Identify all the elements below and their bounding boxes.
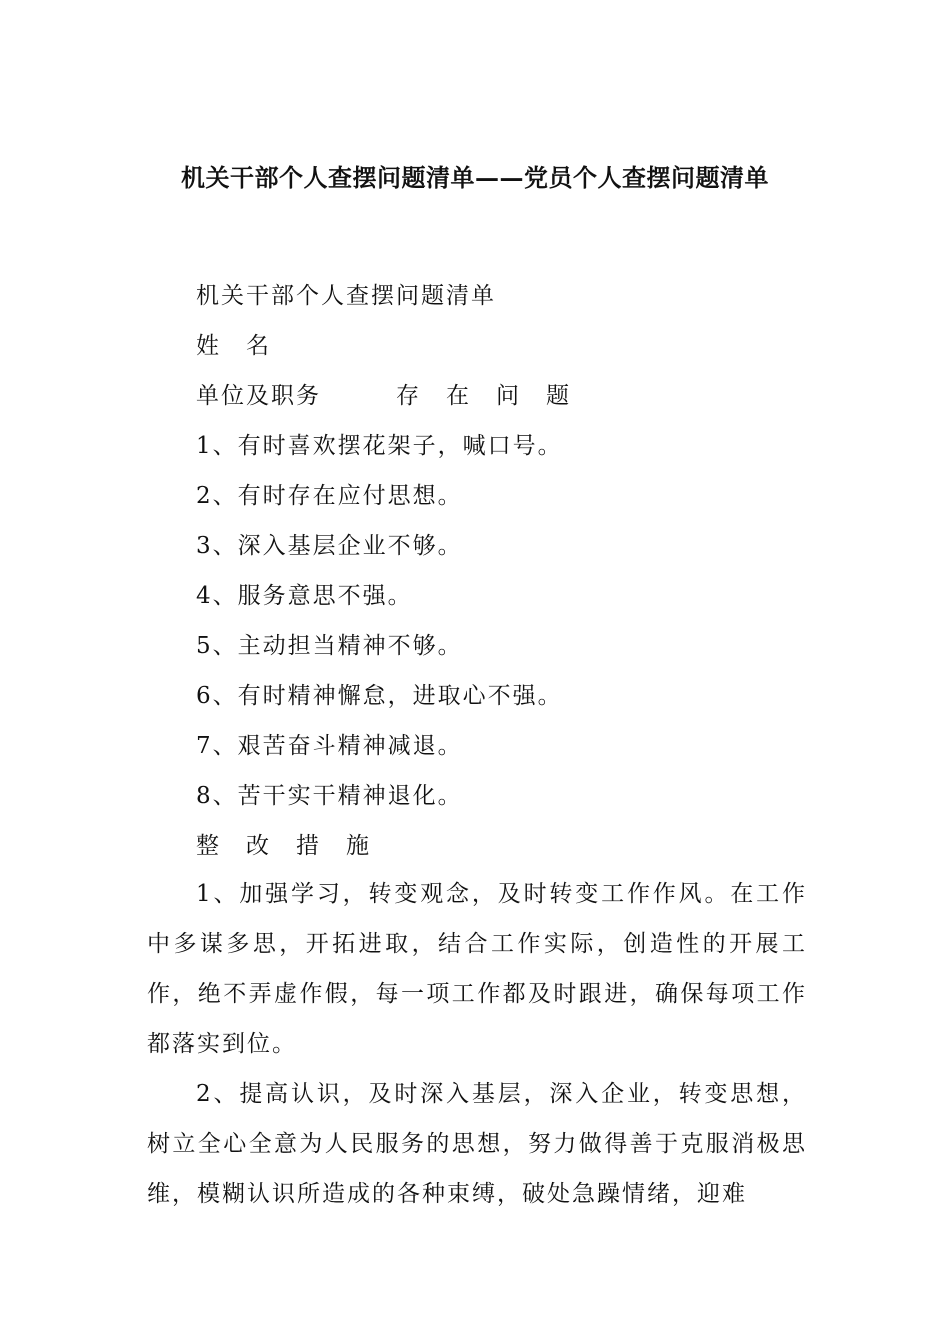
name-label: 姓 名: [196, 333, 271, 359]
problem-item: 8、苦干实干精神退化。: [196, 783, 463, 809]
problem-item: 4、服务意思不强。: [196, 583, 413, 609]
problem-item: 2、有时存在应付思想。: [196, 483, 463, 509]
measures-heading: 整 改 措 施: [196, 833, 371, 859]
unit-label: 单位及职务 存 在 问 题: [196, 383, 571, 409]
subtitle: 机关干部个人查摆问题清单: [196, 283, 496, 309]
problem-item: 1、有时喜欢摆花架子，喊口号。: [196, 433, 563, 459]
problem-item: 6、有时精神懈怠，进取心不强。: [196, 683, 563, 709]
problem-item: 3、深入基层企业不够。: [196, 533, 463, 559]
measure-paragraph: 2、提高认识，及时深入基层，深入企业，转变思想，树立全心全意为人民服务的思想，努力做得善于克服消极思维，模糊认识所造成的各种束缚，破处急躁情绪，迎难: [147, 1081, 807, 1207]
problem-item: 5、主动担当精神不够。: [196, 633, 463, 659]
measure-paragraph: 1、加强学习，转变观念，及时转变工作作风。在工作中多谋多思，开拓进取，结合工作实际，创造性的开展工作，绝不弄虚作假，每一项工作都及时跟进，确保每项工作都落实到位。: [147, 881, 807, 1057]
document-title: 机关干部个人查摆问题清单——党员个人查摆问题清单: [181, 163, 769, 192]
problem-item: 7、艰苦奋斗精神减退。: [196, 733, 463, 759]
